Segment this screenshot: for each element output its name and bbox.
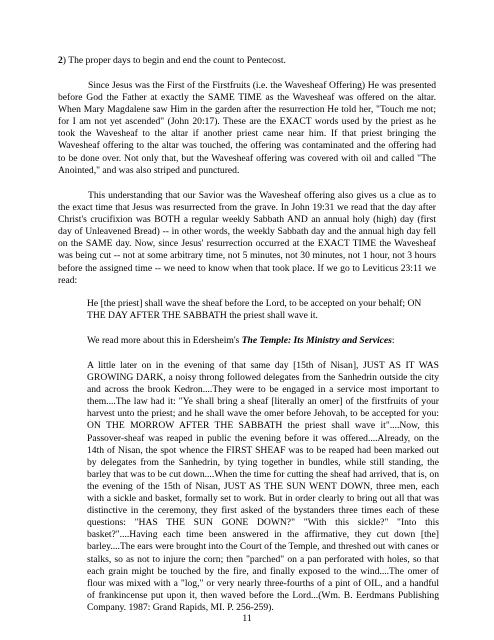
- paragraph-wavesheaf: Since Jesus was the First of the Firstfruits (i.e. the Wavesheaf Offering) He was presented before God the Father at exactly the SAME TIME as the Wavesheaf was offered on the altar. When Mary Magdalene saw Him in the garden after the resurrection He told her, "Touch me not; for I am not yet ascended" (John 20:17). These are the EXACT words used by the priest as he took the Wavesheaf to the altar if another priest came near him. If that priest bringing the Wavesheaf offering to the altar was touched, the offering was contaminated and the offering had to be done over. Not only that, but the Wavesheaf offering was covered with oil and called "The Anointed," and was also striped and punctured.: [58, 80, 436, 176]
- book-title: The Temple: Its Ministry and Services: [241, 335, 392, 346]
- section-heading: [58, 55, 436, 67]
- paragraph-edersheim-intro: [87, 335, 437, 347]
- section-number: 2: [58, 55, 63, 66]
- page-number: 11: [242, 613, 252, 624]
- edersheim-suffix: :: [391, 335, 395, 346]
- quote-edersheim: A little later on in the evening of that same day [15th of Nisan], JUST AS IT WAS GROWING DARK, a noisy throng followed delegates from the Sanhedrin outside the city and across the brook Kedron....They were to be engaged in a service most important to them....The law had it: "Ye shall bring a sheaf [literally an omer] of the firstfruits of your harvest unto the priest; and he shall wave the omer before Jehovah, to be accepted for you: ON THE MORROW AFTER THE SABBATH the priest shall wave it"....Now, this Passover-sheaf was reaped in public the evening before it was offered....Already, on the 14th of Nisan, the spot whence the FIRST SHEAF was to be reaped had been marked out by delegates from the Sanhedrin, by tying together in bundles, while still standing, the barley that was to be cut down....When the time for cutting the sheaf had arrived, that is, on the evening of the 15th of Nisan, JUST AS THE SUN WENT DOWN, three men, each with a sickle and basket, formally set to work. But in order clearly to bring out all that was distinctive in the ceremony, they first asked of the bystanders three times each of these questions: "HAS THE SUN GONE DOWN?" "With this sickle?" "Into this basket?"....Having each time been answered in the affirmative, they cut down [the] barley....The ears were brought into the Court of the Temple, and threshed out with canes or stalks, so as not to injure the corn; then "parched" on a pan perforated with holes, so that each grain might be touched by the fire, and finally exposed to the wind....The omer of flour was mixed with a "log," or very nearly three-fourths of a pint of OIL, and a handful of frankincense put upon it, then waved before the Lord...(Wm. B. Eerdmans Publishing Company. 1987: Grand Rapids, MI. P. 256-259).: [87, 360, 439, 613]
- edersheim-prefix: We read more about this in Edersheim's: [87, 335, 242, 346]
- paragraph-resurrection-timing: This understanding that our Savior was the Wavesheaf offering also gives us a clue as to the exact time that Jesus was resurrected from the grave. In John 19:31 we read that the day after Christ's crucifixion was BOTH a regular weekly Sabbath AND an annual holy (high) day (first day of Unleavened Bread) -- in other words, the weekly Sabbath day and the annual high day fell on the SAME day. Now, since Jesus' resurrection occurred at the EXACT TIME the Wavesheaf was being cut -- not at some arbitrary time, not 5 minutes, not 30 minutes, not 1 hour, not 3 hours before the assigned time -- we need to know when that took place. If we go to Leviticus 23:11 we read:: [58, 190, 436, 286]
- section-heading-text: ) The proper days to begin and end the count to Pentecost.: [62, 55, 286, 66]
- quote-leviticus: He [the priest] shall wave the sheaf before the Lord, to be accepted on your behalf; ON THE DAY AFTER THE SABBATH the priest shall wave it.: [87, 298, 422, 322]
